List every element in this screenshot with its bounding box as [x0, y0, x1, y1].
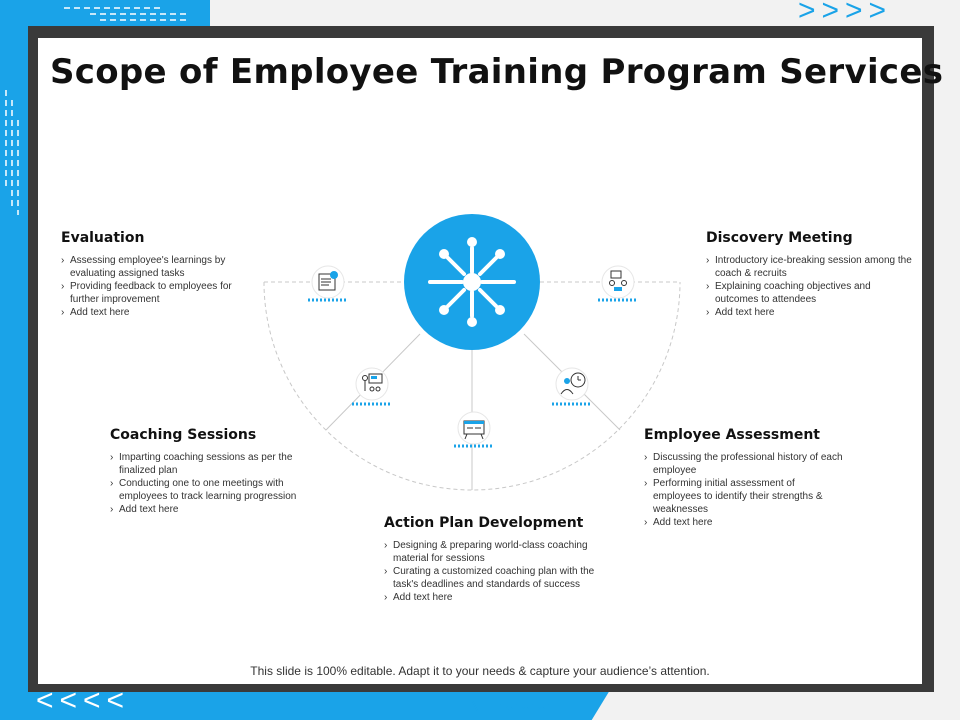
section-heading: Discovery Meeting: [706, 230, 853, 246]
section-evaluation: [61, 230, 261, 319]
list-item: › Add text here: [384, 591, 599, 604]
list-item: › Add text here: [706, 306, 916, 319]
list-item: › Assessing employee's learnings by evaluating assigned tasks: [61, 254, 261, 280]
footer-note: This slide is 100% editable. Adapt it to your needs & capture your audience’s attention.: [250, 664, 710, 678]
document-gear-icon: [306, 262, 350, 306]
section-heading: Coaching Sessions: [110, 427, 257, 443]
person-clock-icon: [550, 364, 594, 408]
list-item: › Designing & preparing world-class coaching material for sessions: [384, 539, 599, 565]
list-item: › Performing initial assessment of employees to identify their strengths & weaknesses: [644, 477, 844, 516]
page-title: Scope of Employee Training Program Services: [50, 52, 944, 92]
section-employee-assessment: [644, 427, 844, 529]
calendar-board-icon: [452, 408, 496, 452]
bullet-list: [61, 254, 261, 319]
bullet-list: [644, 451, 844, 529]
list-item: › Providing feedback to employees for further improvement: [61, 280, 261, 306]
section-coaching-sessions: [110, 427, 322, 516]
list-item: › Conducting one to one meetings with employees to track learning progression: [110, 477, 322, 503]
section-heading: Evaluation: [61, 230, 145, 246]
meeting-chat-icon: [596, 262, 640, 306]
section-action-plan-development: [384, 515, 599, 604]
list-item: › Discussing the professional history of each employee: [644, 451, 844, 477]
list-item: › Curating a customized coaching plan with the task's deadlines and standards of success: [384, 565, 599, 591]
list-item: › Add text here: [110, 503, 322, 516]
section-heading: Action Plan Development: [384, 515, 584, 531]
section-discovery-meeting: [706, 230, 916, 319]
list-item: › Add text here: [61, 306, 261, 319]
bullet-list: [706, 254, 916, 319]
bullet-list: [384, 539, 599, 604]
presentation-audience-icon: [350, 364, 394, 408]
list-item: › Explaining coaching objectives and outcomes to attendees: [706, 280, 916, 306]
chevrons-top-right-icon: >>>>: [798, 0, 893, 27]
starburst-network-icon: [404, 214, 540, 350]
list-item: › Introductory ice-breaking session among the coach & recruits: [706, 254, 916, 280]
section-heading: Employee Assessment: [644, 427, 820, 443]
chevrons-bottom-left-icon: <<<<: [36, 684, 131, 717]
bullet-list: [110, 451, 322, 516]
list-item: › Add text here: [644, 516, 844, 529]
list-item: › Imparting coaching sessions as per the finalized plan: [110, 451, 322, 477]
hub-circle: [404, 214, 540, 350]
